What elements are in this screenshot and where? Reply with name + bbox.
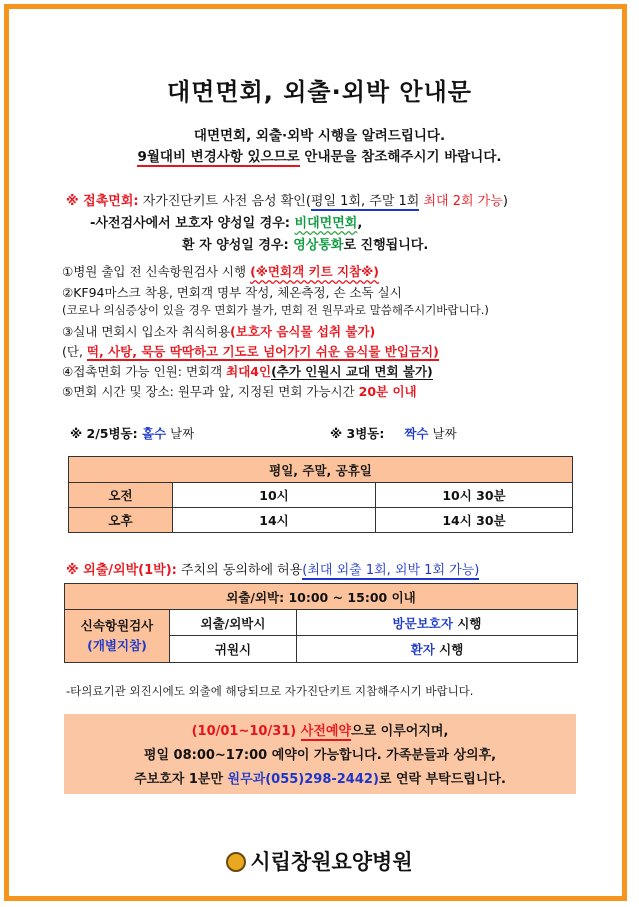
outing-row-2-subject: 환자	[410, 642, 435, 657]
schedule-cell: 14시	[173, 508, 376, 533]
rule-3-food: (보호자 음식물 섭취 불가)	[230, 324, 376, 339]
ward-2-5-label: ※ 2/5병동:	[70, 426, 142, 441]
visit-max: 최대 2회 가능	[419, 194, 503, 209]
reservation-line-3	[64, 768, 576, 792]
outing-test-label: 신속항원검사	[80, 618, 154, 633]
patient-prefix: 환 자 양성일 경우:	[182, 238, 294, 253]
outing-test-cell	[65, 610, 170, 663]
ward-2-5-value: 홀수	[141, 426, 167, 441]
schedule-cell: 10시 30분	[376, 483, 573, 508]
rule-1	[62, 262, 379, 280]
visit-patient-positive	[182, 234, 428, 253]
outing-rule	[66, 559, 479, 578]
outing-limit: (최대 외출 1회, 외박 1회 가능)	[302, 563, 480, 578]
rule-5	[62, 382, 417, 400]
rule-3-note-prefix: (단,	[62, 344, 87, 359]
reservation-line-1-rest: 으로 이루어지며,	[351, 724, 449, 739]
schedule-header: 평일, 주말, 공휴일	[69, 457, 573, 483]
rule-1-text: ①병원 출입 전 신속항원검사 시행	[62, 264, 251, 279]
guardian-result: 비대면면회	[294, 216, 358, 231]
schedule-header-row	[69, 457, 573, 483]
intro-line-1: 대면면회, 외출·외박 시행을 알려드립니다.	[193, 128, 446, 144]
rule-5-text: ⑤면회 시간 및 장소: 원무과 앞, 지정된 면회 가능시간	[62, 384, 359, 399]
reservation-line-3-suffix: 로 연락 부탁드립니다.	[378, 772, 506, 787]
visit-guardian-positive	[90, 212, 362, 231]
reservation-booking: 사전예약	[300, 724, 352, 739]
hospital-seal-icon	[226, 852, 246, 872]
intro-change-highlight: 9월대비 변경사항 있으므로	[137, 149, 300, 165]
outing-desc: 주치의 동의하에 허용	[176, 563, 303, 578]
outing-table	[64, 583, 578, 663]
outing-row-1-rest: 시행	[452, 615, 482, 631]
visit-desc: 자가진단키트 사전 음성 확인(	[138, 194, 311, 209]
visit-rule	[66, 190, 508, 209]
table-row	[65, 610, 578, 636]
outing-row-label: 외출/외박시	[170, 610, 297, 636]
visit-frequency: 평일 1회, 주말 1회	[310, 194, 420, 209]
visit-schedule-table	[68, 456, 573, 533]
rule-3-note	[62, 342, 439, 360]
visit-mark: ※ 접촉면회:	[66, 194, 139, 209]
intro-line-2-rest: 안내문을 참조해주시기 바랍니다.	[299, 149, 502, 165]
patient-result: 영상통화	[293, 238, 344, 253]
table-row	[69, 483, 573, 508]
hospital-name: 시립창원요양병원	[250, 850, 413, 874]
rule-4-note: (추가 인원시 교대 면회 불가)	[271, 364, 433, 379]
intro-line-2	[0, 145, 639, 165]
visit-close: )	[502, 194, 508, 209]
page-title: 대면면회, 외출·외박 안내문	[167, 78, 472, 106]
outing-row-value	[297, 610, 578, 636]
rule-3	[62, 322, 375, 340]
hospital-footer	[0, 846, 639, 876]
rule-4	[62, 362, 433, 380]
ward-2-5-suffix: 날짜	[166, 426, 195, 441]
rule-4-max: 최대4인	[226, 364, 272, 379]
outing-row-label: 귀원시	[170, 636, 297, 663]
outing-row-1-subject: 방문보호자	[392, 615, 453, 631]
ward-3-suffix: 날짜	[428, 426, 457, 441]
table-row	[69, 508, 573, 533]
reservation-line-1	[64, 720, 576, 744]
ward-2-5	[70, 424, 194, 442]
schedule-cell: 14시 30분	[376, 508, 573, 533]
outing-row-2-rest: 시행	[434, 642, 464, 657]
rule-1-kit: (※면회객 키트 지참※)	[250, 264, 380, 279]
ward-3-label: ※ 3병동:	[330, 426, 385, 441]
reservation-line-2: 평일 08:00~17:00 예약이 가능합니다. 가족분들과 상의후,	[143, 748, 497, 763]
guardian-suffix: ,	[357, 216, 363, 231]
guardian-prefix: -사전검사에서 보호자 양성일 경우:	[90, 216, 295, 231]
outing-header: 외출/외박: 10:00 ~ 15:00 이내	[65, 584, 578, 610]
reservation-period: (10/01~10/31)	[191, 724, 301, 739]
ward-3	[330, 424, 457, 442]
rule-5-limit: 20분 이내	[358, 384, 417, 399]
patient-suffix: 로 진행됩니다.	[343, 238, 429, 253]
reservation-line-3-prefix: 주보호자 1분만	[134, 772, 228, 787]
rule-3-note-red: 떡, 사탕, 묵등 딱딱하고 기도로 넘어가기 쉬운 음식물 반입금지)	[86, 344, 439, 359]
outing-header-row	[65, 584, 578, 610]
ward-3-value: 짝수	[404, 426, 429, 441]
rule-4-text: ④접촉면회 가능 인원: 면회객	[62, 364, 227, 379]
rule-3-text: ③실내 면회시 입소자 취식허용	[62, 324, 231, 339]
rule-2: ②KF94마스크 착용, 면회객 명부 작성, 체온측정, 손 소독 실시	[62, 285, 402, 300]
rule-2-note: (코로나 의심증상이 있을 경우 면회가 불가, 면회 전 원무과로 말씀해주시기바랍니다.)	[62, 303, 489, 317]
outing-row-value	[297, 636, 578, 663]
other-hospital-note: -타의료기관 외진시에도 외출에 해당되므로 자가진단키트 지참해주시기 바랍니다.	[66, 684, 474, 698]
schedule-row-label: 오후	[69, 508, 173, 533]
reservation-notice	[64, 714, 576, 794]
outing-test-note: (개별지참)	[87, 638, 147, 653]
outing-mark: ※ 외출/외박(1박):	[66, 563, 177, 578]
schedule-cell: 10시	[173, 483, 376, 508]
reservation-phone: 원무과(055)298-2442)	[227, 772, 379, 787]
schedule-row-label: 오전	[69, 483, 173, 508]
